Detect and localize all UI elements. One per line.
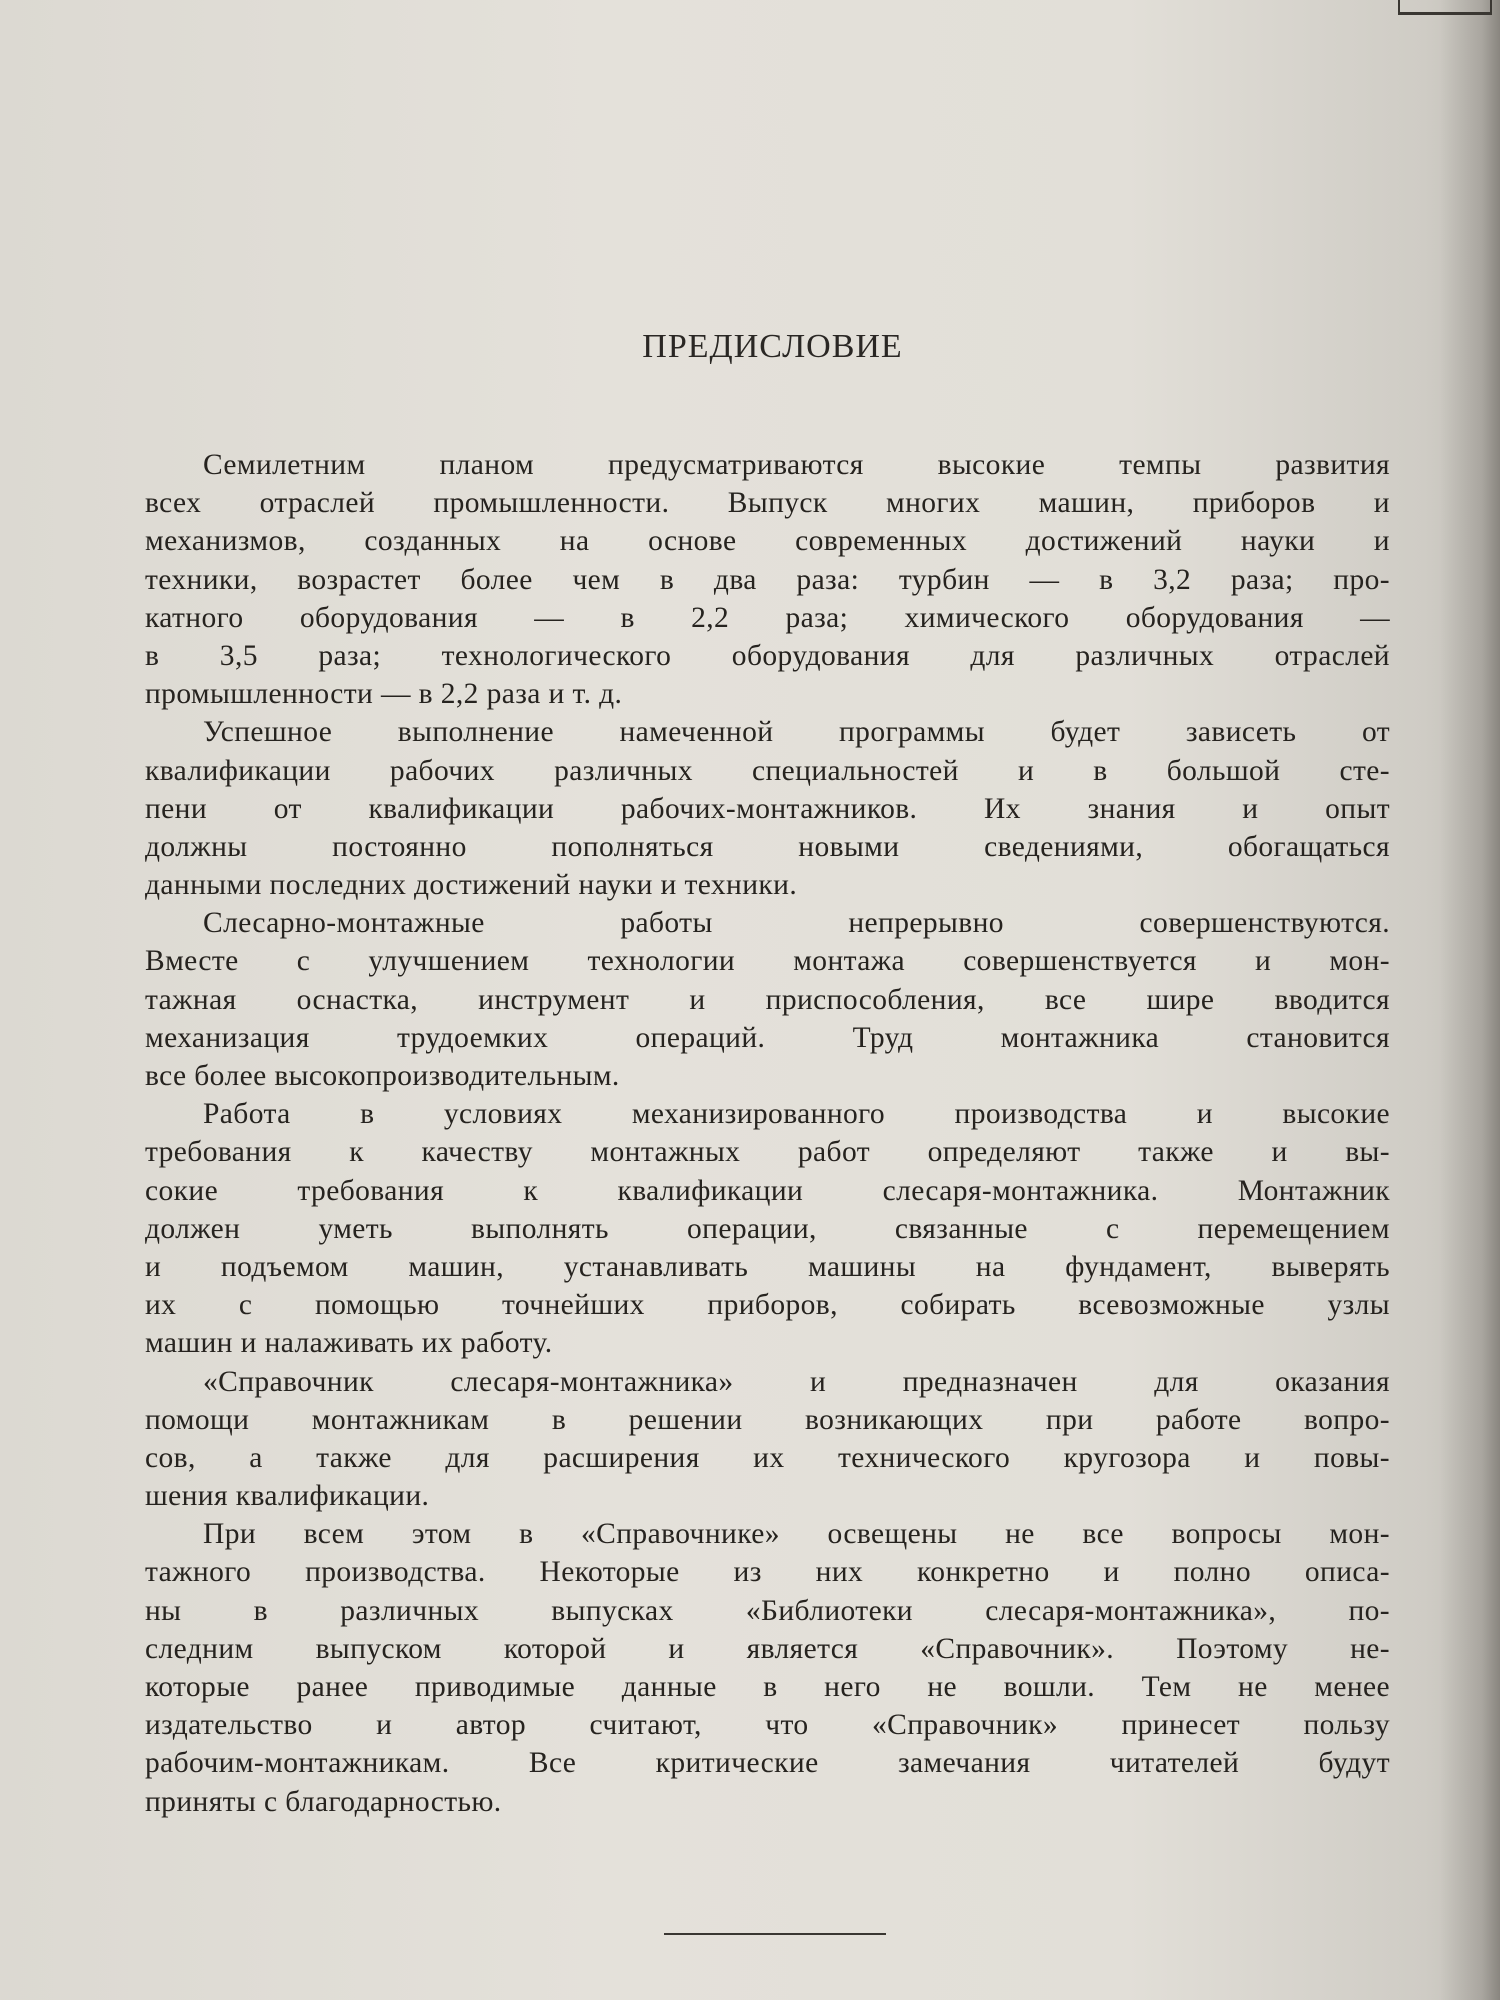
text-line: все более высокопроизводительным.	[145, 1060, 620, 1092]
paragraph-1	[145, 446, 1390, 713]
text-line: требования к качеству монтажных работ определяют также и вы-	[145, 1136, 1390, 1169]
text-line: пени от квалификации рабочих-монтажников. Их знания и опыт	[145, 792, 1390, 825]
text-line: шения квалификации.	[145, 1480, 430, 1513]
text-line: их с помощью точнейших приборов, собирать всевозможные узлы	[145, 1289, 1390, 1322]
paragraph-2	[145, 713, 1390, 904]
text-line: данными последних достижений науки и техники.	[145, 869, 798, 902]
page-title: ПРЕДИСЛОВИЕ	[642, 328, 903, 365]
text-line: тажная оснастка, инструмент и приспособления, все шире вводится	[145, 983, 1390, 1016]
text-line: катного оборудования — в 2,2 раза; химического оборудования —	[145, 601, 1390, 634]
preface-text	[145, 446, 1390, 1821]
text-line: рабочим-монтажникам. Все критические замечания читателей будут	[145, 1747, 1390, 1780]
text-line: приняты с благодарностью.	[145, 1785, 502, 1818]
text-line: Успешное выполнение намеченной программы будет зависеть от	[203, 716, 1390, 749]
text-line: должны постоянно пополняться новыми сведениями, обогащаться	[145, 830, 1390, 863]
text-line: Вместе с улучшением технологии монтажа совершенствуется и мон-	[145, 945, 1390, 978]
text-line: сокие требования к квалификации слесаря-монтажника. Монтажник	[145, 1174, 1390, 1207]
page-spine-shadow	[1440, 0, 1500, 2000]
text-line: которые ранее приводимые данные в него не вошли. Тем не менее	[145, 1671, 1390, 1703]
text-line: помощи монтажникам в решении возникающих при работе вопро-	[145, 1403, 1390, 1436]
text-line: При всем этом в «Справочнике» освещены не все вопросы мон-	[203, 1518, 1390, 1551]
text-line: техники, возрастет более чем в два раза: турбин — в 3,2 раза; про-	[145, 563, 1390, 596]
section-end-rule	[664, 1933, 886, 1935]
text-line: издательство и автор считают, что «Справочник» принесет пользу	[145, 1709, 1390, 1742]
text-line: промышленности — в 2,2 раза и т. д.	[145, 678, 623, 711]
text-line: всех отраслей промышленности. Выпуск многих машин, приборов и	[145, 487, 1390, 520]
text-line: тажного производства. Некоторые из них конкретно и полно описа-	[145, 1556, 1390, 1589]
text-line: «Справочник слесаря-монтажника» и предназначен для оказания	[203, 1365, 1390, 1398]
text-line: следним выпуском которой и является «Справочник». Поэтому не-	[145, 1632, 1390, 1665]
text-line: Слесарно-монтажные работы непрерывно совершенствуются.	[203, 907, 1390, 940]
paragraph-4	[145, 1095, 1390, 1362]
corner-mark	[1398, 0, 1492, 15]
text-line: в 3,5 раза; технологического оборудования для различных отраслей	[145, 639, 1390, 672]
paragraph-6	[145, 1515, 1390, 1821]
text-line: механизация трудоемких операций. Труд монтажника становится	[145, 1021, 1390, 1054]
text-line: сов, а также для расширения их технического кругозора и повы-	[145, 1441, 1390, 1474]
text-line: ны в различных выпусках «Библиотеки слесаря-монтажника», по-	[145, 1594, 1390, 1627]
paragraph-3	[145, 904, 1390, 1095]
text-line: должен уметь выполнять операции, связанные с перемещением	[145, 1212, 1390, 1245]
paragraph-5	[145, 1363, 1390, 1516]
text-line: машин и налаживать их работу.	[145, 1327, 553, 1360]
text-line: Семилетним планом предусматриваются высокие темпы развития	[203, 449, 1390, 481]
text-line: квалификации рабочих различных специальностей и в большой сте-	[145, 754, 1390, 787]
text-line: Работа в условиях механизированного производства и высокие	[203, 1098, 1390, 1131]
text-line: механизмов, созданных на основе современных достижений науки и	[145, 525, 1390, 558]
text-line: и подъемом машин, устанавливать машины на фундамент, выверять	[145, 1250, 1390, 1283]
